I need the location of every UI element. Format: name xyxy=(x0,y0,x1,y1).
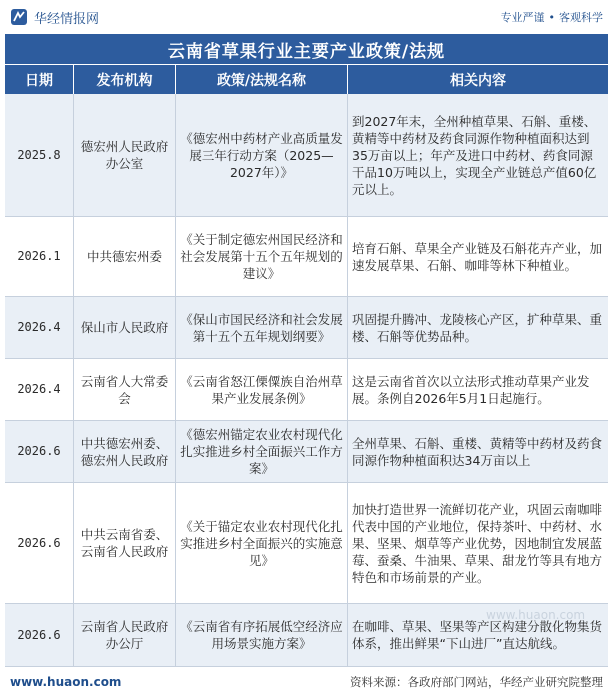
table-row xyxy=(5,483,608,604)
table-header xyxy=(5,64,608,94)
date-cell: 2026.6 xyxy=(17,444,61,458)
content-cell: 全州草果、石斛、重楼、黄精等中药材及药食同源作物种植面积达34万亩以上 xyxy=(347,421,608,482)
table-title: 云南省草果行业主要产业政策/法规 xyxy=(5,34,608,64)
content-cell: 在咖啡、草果、坚果等产区构建分散化物集货体系，推出鲜果“下山进厂”直达航线。 xyxy=(347,604,608,666)
date-cell: 2025.8 xyxy=(17,147,61,162)
content-cell: 巩固提升腾冲、龙陵核心产区，扩种草果、重楼、石斛等优势品种。 xyxy=(347,297,608,358)
date-cell: 2026.6 xyxy=(17,535,61,550)
policy-table xyxy=(5,94,608,667)
content-cell: 到2027年末，全州种植草果、石斛、重楼、黄精等中药材及药食同源作物种植面积达到35万亩以上；年产及进口中药材、药食同源干品10万吨以上，实现全产业链总产值60亿元以上。 xyxy=(347,94,608,216)
date-cell: 2026.4 xyxy=(17,320,61,334)
separator-dot-icon: • xyxy=(548,10,555,24)
policy-cell: 《德宏州中药材产业高质量发展三年行动方案（2025—2027年）》 xyxy=(175,94,347,216)
org-cell: 保山市人民政府 xyxy=(73,297,175,358)
slogan xyxy=(501,9,604,25)
policy-cell: 《关于制定德宏州国民经济和社会发展第十五个五年规划的建议》 xyxy=(175,217,347,296)
column-header-policy: 政策/法规名称 xyxy=(175,65,347,94)
org-cell: 云南省人大常委会 xyxy=(73,359,175,420)
content-cell: 加快打造世界一流鲜切花产业，巩固云南咖啡代表中国的产业地位，保持茶叶、中药材、水果、坚果、烟草等产业优势，因地制宜发展蓝莓、蚕桑、牛油果、草果、甜龙竹等具有地方特色和市场前景的产业。 xyxy=(347,483,608,603)
huajing-logo-icon xyxy=(10,8,28,26)
table-row xyxy=(5,421,608,483)
table-row xyxy=(5,94,608,217)
source-note: 资料来源：各政府部门网站，华经产业研究院整理 xyxy=(350,674,603,689)
policy-cell: 《云南省怒江傈僳族自治州草果产业发展条例》 xyxy=(175,359,347,420)
policy-cell: 《德宏州锚定农业农村现代化扎实推进乡村全面振兴工作方案》 xyxy=(175,421,347,482)
table-row xyxy=(5,359,608,421)
content-cell: 这是云南省首次以立法形式推动草果产业发展。条例自2026年5月1日起施行。 xyxy=(347,359,608,420)
policy-cell: 《保山市国民经济和社会发展第十五个五年规划纲要》 xyxy=(175,297,347,358)
date-cell: 2026.4 xyxy=(17,382,61,396)
table-row xyxy=(5,217,608,297)
column-header-date: 日期 xyxy=(25,72,53,89)
footer xyxy=(0,668,613,695)
date-cell: 2026.6 xyxy=(17,627,61,642)
org-cell: 云南省人民政府办公厅 xyxy=(73,604,175,666)
watermark: www.huaon.com xyxy=(486,608,586,622)
org-cell: 德宏州人民政府办公室 xyxy=(73,94,175,216)
org-cell: 中共德宏州委 xyxy=(73,217,175,296)
column-header-org: 发布机构 xyxy=(73,65,175,94)
top-bar xyxy=(0,0,613,34)
date-cell: 2026.1 xyxy=(17,249,61,263)
column-header-content: 相关内容 xyxy=(347,65,608,94)
content-cell: 培育石斛、草果全产业链及石斛花卉产业，加速发展草果、石斛、咖啡等林下种植业。 xyxy=(347,217,608,296)
org-cell: 中共德宏州委、德宏州人民政府 xyxy=(73,421,175,482)
policy-cell: 《关于锚定农业农村现代化扎实推进乡村全面振兴的实施意见》 xyxy=(175,483,347,603)
policy-cell: 《云南省有序拓展低空经济应用场景实施方案》 xyxy=(175,604,347,666)
brand xyxy=(10,8,99,27)
org-cell: 中共云南省委、云南省人民政府 xyxy=(73,483,175,603)
site-link[interactable]: www.huaon.com xyxy=(10,674,122,689)
table-row xyxy=(5,297,608,359)
slogan-left: 专业严谨 xyxy=(500,11,545,24)
brand-name: 华经情报网 xyxy=(34,11,100,27)
slogan-right: 客观科学 xyxy=(559,11,603,24)
